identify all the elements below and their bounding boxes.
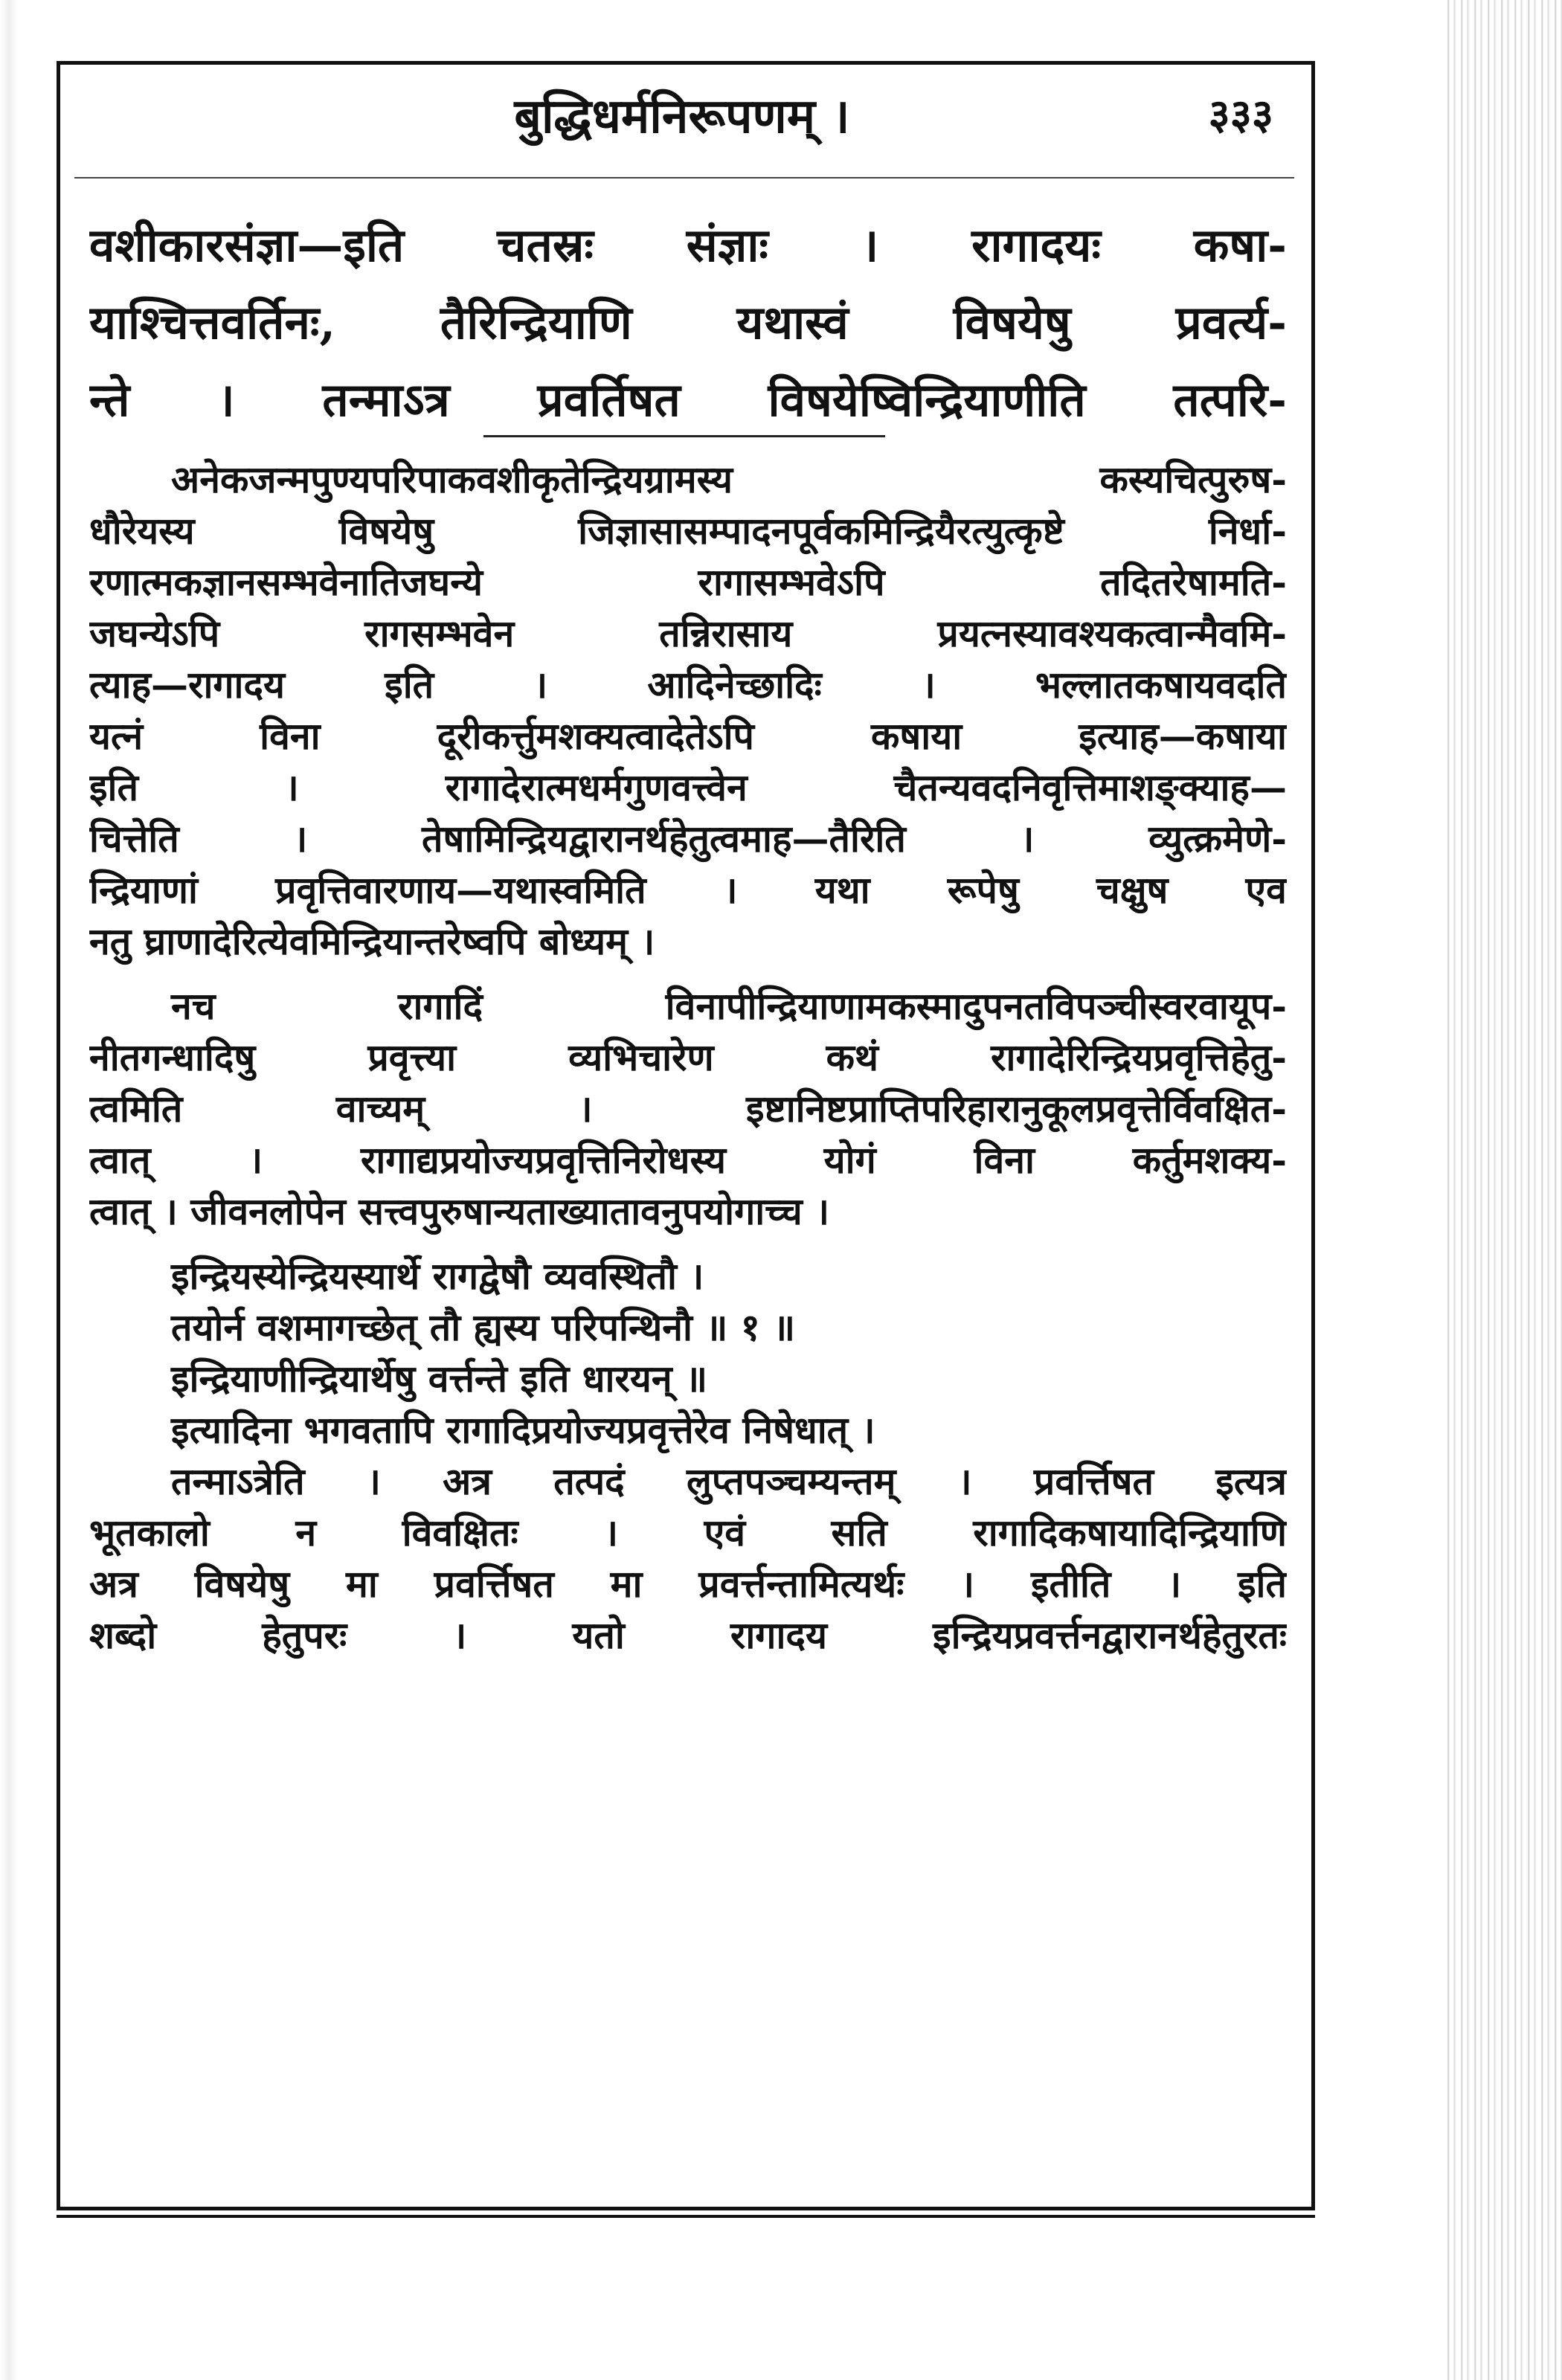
- commentary-line: जघन्येऽपि रागसम्भवेन तन्निरासाय प्रयत्नस्यावश्यकत्वान्मैवमि-: [89, 611, 1287, 655]
- commentary-line: न्द्रियाणां प्रवृत्तिवारणाय—यथास्वमिति । यथा रूपेषु चक्षुष एव: [89, 868, 1287, 912]
- commentary-line: शब्दो हेतुपरः । यतो रागादय इन्द्रियप्रवर्त्तनद्वारानर्थहेतुरतः: [89, 1613, 1287, 1657]
- verse-line: इन्द्रियाणीन्द्रियार्थेषु वर्त्तन्ते इति धारयन् ॥: [171, 1357, 708, 1400]
- commentary-line: नीतगन्धादिषु प्रवृत्त्या व्यभिचारेण कथं रागादेरिन्द्रियप्रवृत्तिहेतु-: [89, 1035, 1287, 1079]
- commentary-line: चित्तेति । तेषामिन्द्रियद्वारानर्थहेतुत्वमाह—तैरिति । व्युत्क्रमेणे-: [89, 817, 1287, 861]
- commentary-line: रणात्मकज्ञानसम्भवेनातिजघन्ये रागासम्भवेऽपि तदितरेषामति-: [89, 560, 1287, 604]
- verse-line: इत्यादिना भगवतापि रागादिप्रयोज्यप्रवृत्तेरेव निषेधात् ।: [171, 1408, 875, 1452]
- commentary-line: त्वात् । जीवनलोपेन सत्त्वपुरुषान्यताख्यातावनुपयोगाच्च ।: [89, 1189, 830, 1233]
- page-left-edge: [0, 0, 18, 2380]
- commentary-line: नच रागादिं विनापीन्द्रियाणामकस्मादुपनतविपञ्चीस्वरवायूप-: [171, 984, 1287, 1028]
- running-title: बुद्धिधर्मनिरूपणम् ।: [514, 89, 850, 144]
- book-page-edges: [1443, 0, 1562, 2380]
- commentary: [89, 454, 1287, 1661]
- page-header: [61, 74, 1303, 156]
- main-text-line: न्ते । तन्माऽत्र प्रवर्तिषत विषयेष्विन्द्रियाणीति तत्परि-: [89, 373, 1287, 427]
- commentary-line: यत्नं विना दूरीकर्त्तुमशक्यत्वादेतेऽपि कषाया इत्याह—कषाया: [89, 714, 1287, 758]
- commentary-line: अत्र विषयेषु मा प्रवर्त्तिषत मा प्रवर्त्तन्तामित्यर्थः । इतीति । इति: [89, 1562, 1287, 1606]
- commentary-line: इति । रागादेरात्मधर्मगुणवत्त्वेन चैतन्यवदनिवृत्तिमाशङ्क्याह—: [89, 765, 1287, 809]
- main-text-line: वशीकारसंज्ञा—इति चतस्रः संज्ञाः । रागादयः कषा-: [89, 218, 1287, 272]
- header-rule: [74, 177, 1294, 178]
- commentary-divider: [483, 435, 885, 437]
- commentary-line: त्वात् । रागाद्यप्रयोज्यप्रवृत्तिनिरोधस्य योगं विना कर्तुमशक्य-: [89, 1138, 1287, 1182]
- commentary-line: धौरेयस्य विषयेषु जिज्ञासासम्पादनपूर्वकमिन्द्रियैरत्युत्कृष्टे निर्धा-: [89, 509, 1287, 553]
- page-number: ३३३: [1208, 90, 1273, 139]
- verse-line: तयोर्न वशमागच्छेत् तौ ह्यस्य परिपन्थिनौ ॥ १ ॥: [171, 1305, 796, 1349]
- commentary-line: त्याह—रागादय इति । आदिनेच्छादिः । भल्लातकषायवदति: [89, 663, 1287, 707]
- main-text-line: याश्चित्तवर्तिनः, तैरिन्द्रियाणि यथास्वं विषयेषु प्रवर्त्य-: [89, 295, 1287, 350]
- bottom-rule: [57, 2215, 1315, 2218]
- commentary-line: नतु घ्राणादेरित्येवमिन्द्रियान्तरेष्वपि बोध्यम् ।: [89, 919, 655, 963]
- verse-line: इन्द्रियस्येन्द्रियस्यार्थे रागद्वेषौ व्यवस्थितौ ।: [171, 1254, 704, 1298]
- commentary-line: भूतकालो न विवक्षितः । एवं सति रागादिकषायादिन्द्रियाणि: [89, 1511, 1287, 1554]
- main-text: [89, 207, 1287, 439]
- commentary-line: अनेकजन्मपुण्यपरिपाकवशीकृतेन्द्रियग्रामस्य कस्यचित्पुरुष-: [171, 457, 1287, 501]
- commentary-line: तन्माऽत्रेति । अत्र तत्पदं लुप्तपञ्चम्यन्तम् । प्रवर्त्तिषत इत्यत्र: [171, 1459, 1287, 1503]
- commentary-line: त्वमिति वाच्यम् । इष्टानिष्टप्राप्तिपरिहारानुकूलप्रवृत्तेर्विवक्षित-: [89, 1087, 1287, 1130]
